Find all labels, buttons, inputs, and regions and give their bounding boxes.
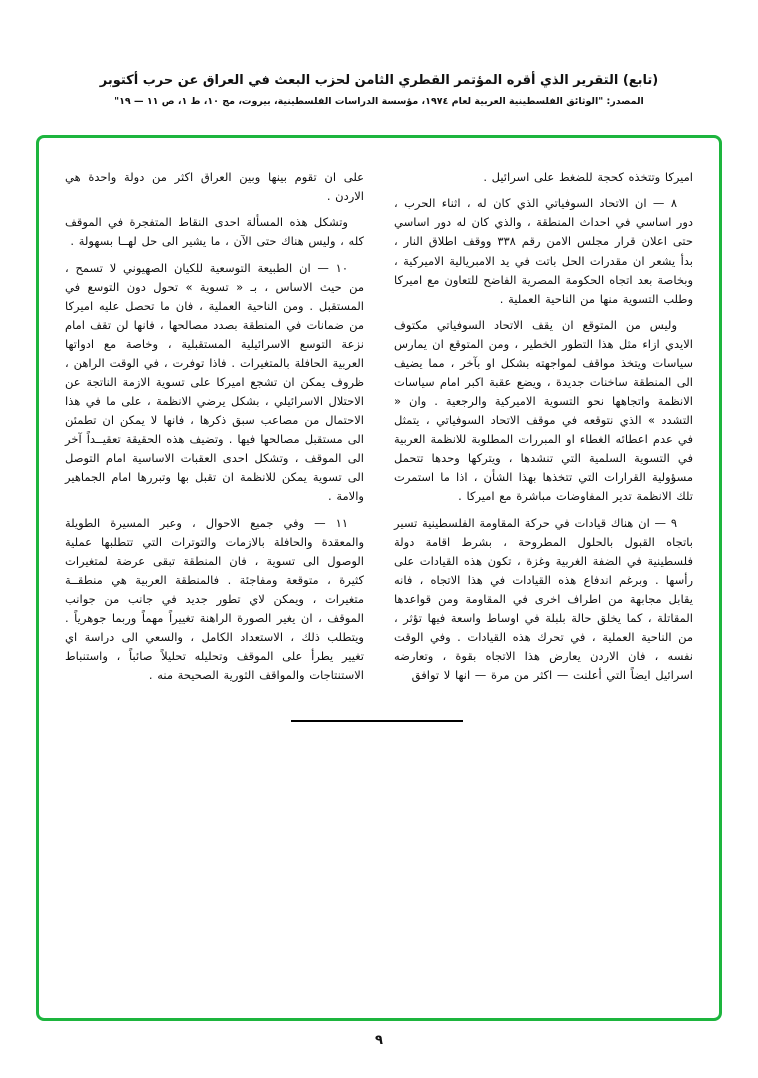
paragraph: على ان تقوم بينها وبين العراق اكثر من دولة واحدة هي الاردن . <box>65 170 364 204</box>
paragraph: اميركا وتتخذه كحجة للضغط على اسرائيل . <box>483 170 693 185</box>
left-column <box>65 168 364 692</box>
paragraph: ٩ — ان هناك قيادات في حركة المقاومة الفلسطينية تسير باتجاه القبول بالحلول المطروحة ، بشرط اقامة دولة فلسطينية في الضفة الغربية وغزة ، تكون هذه القيادات على رأسها . وبرغم اندفاع هذه القيادات في هذا الاتجاه ، فانه يقابل مجابهة من اطراف اخرى في المقاومة ومن قواعدها المقاتلة ، كما يخلق حالة بلبلة في اوساط واسعة فيها تؤثر ، من الناحية العملية ، في تحرك هذه القيادات . وفي الوقت نفسه ، فان الاردن يعارض هذا الاتجاه بقوة ، وتعارضه اسرائيل ايضاً التي أعلنت — اكثر من مرة — انها لا توافق <box>394 515 693 683</box>
document-title: (تابع) التقرير الذي أقره المؤتمر القطري الثامن لحزب البعث في العراق عن حرب أكتوبر <box>99 73 659 88</box>
paragraph: وتشكل هذه المسألة احدى النقاط المتفجرة في الموقف كله ، وليس هناك حتى الآن ، ما يشير الى حل لهــا بسهولة . <box>65 215 364 249</box>
document-source: المصدر: "الوثائق الفلسطينية العربية لعام ١٩٧٤، مؤسسة الدراسات الفلسطينية، بيروت، مج ١٠، ط ١، ص ١١ — ١٩" <box>114 96 644 108</box>
two-column-text <box>39 138 719 692</box>
paragraph: وليس من المتوقع ان يقف الاتحاد السوفياتي مكتوف الايدي ازاء مثل هذا التطور الخطير ، ومن المتوقع ان يمارس سياسات ويتخذ مواقف لمواجهته بشكل او بآخر ، مما يضيف الى المنطقة ساخنات جديدة ، ويضع عقبة اكبر امام سياسات الانظمة واتجاهها نحو التسوية الاميركية والرجعية . وان « التشدد » الذي نتوقعه في موقف الاتحاد السوفياتي ، يتمثل في عدم اعطائه الغطاء او المبررات المطلوبة للانظمة العربية في التسوية السلمية التي تنشدها ، ويتركها وحدها تتحمل مسؤولية القرارات التي تتخذها بهذا الشأن ، اذا ما استمرت تلك الانظمة تدير المفاوضات مباشرة مع اميركا . <box>394 317 693 504</box>
paragraph: ١٠ — ان الطبيعة التوسعية للكيان الصهيوني لا تسمح ، من حيث الاساس ، بـ « تسوية » تحول دون التوسع في المستقبل . ومن الناحية العملية ، فان ما تحصل عليه اميركا من ضمانات في المنطقة بصدد مصالحها ، فانها لن تقف امام نزعة التوسع الاسرائيلية المستقبلية ، وخاصة مع ادواتها العربية الحافلة بالمتغيرات . فاذا توفرت ، في الوقت الراهن ، ظروف يمكن ان تشجع اميركا على تسوية الازمة الناتجة عن الاحتلال الاسرائيلي ، بشكل يرضي الانظمة ، على ما في هذا الاحتمال من مصاعب سبق ذكرها ، فانها لا يمكن ان تطمئن الى مستقبل مصالحها فيها . وتضيف هذه الحقيقة تعقيــداً آخر الى الموقف ، وتشكل احدى العقبات الاساسية امام التوصل الى تسوية يمكن للانظمة ان تقبل بها وتبررها امام الجماهير والامة . <box>65 260 364 504</box>
paragraph: ٨ — ان الاتحاد السوفياتي الذي كان له ، اثناء الحرب ، دور اساسي في احداث المنطقة ، والذي كان له دور اساسي حتى اعلان قرار مجلس الامن رقم ٣٣٨ ووقف اطلاق النار ، بدأ يشعر ان مقدرات الحل باتت في يد الامبريالية الاميركية ، وبخاصة بعد اتجاه الحكومة المصرية الفاضح للتعاون مع اميركا وطلب التسوية منها من الناحية العملية . <box>394 196 694 306</box>
end-divider <box>291 720 463 722</box>
document-frame <box>36 135 722 1021</box>
paragraph: ١١ — وفي جميع الاحوال ، وعبر المسيرة الطويلة والمعقدة والحافلة بالازمات والتوترات التي تتطلبها عملية الوصول الى تسوية ، فان المنطقة تبقى عرضة لمتغيرات كثيرة ، متوقعة ومفاجئة . فالمنطقة العربية هي منطقــة متغيرات ، ويمكن لاي تطور جديد في جانب من جوانب الموقف ، ان يغير الصورة الراهنة تغييراً مهماً وربما جوهرياً . ويتطلب ذلك ، الاستعداد الكامل ، والسعي الى دراسة اي تغيير يطرأ على الموقف وتحليله تحليلاً صائباً ، واستنباط الاستنتاجات والمواقف الثورية الصحيحة منه . <box>65 515 364 683</box>
right-column <box>394 168 693 692</box>
page-number: ٩ <box>375 1033 383 1049</box>
page-header <box>0 0 758 107</box>
